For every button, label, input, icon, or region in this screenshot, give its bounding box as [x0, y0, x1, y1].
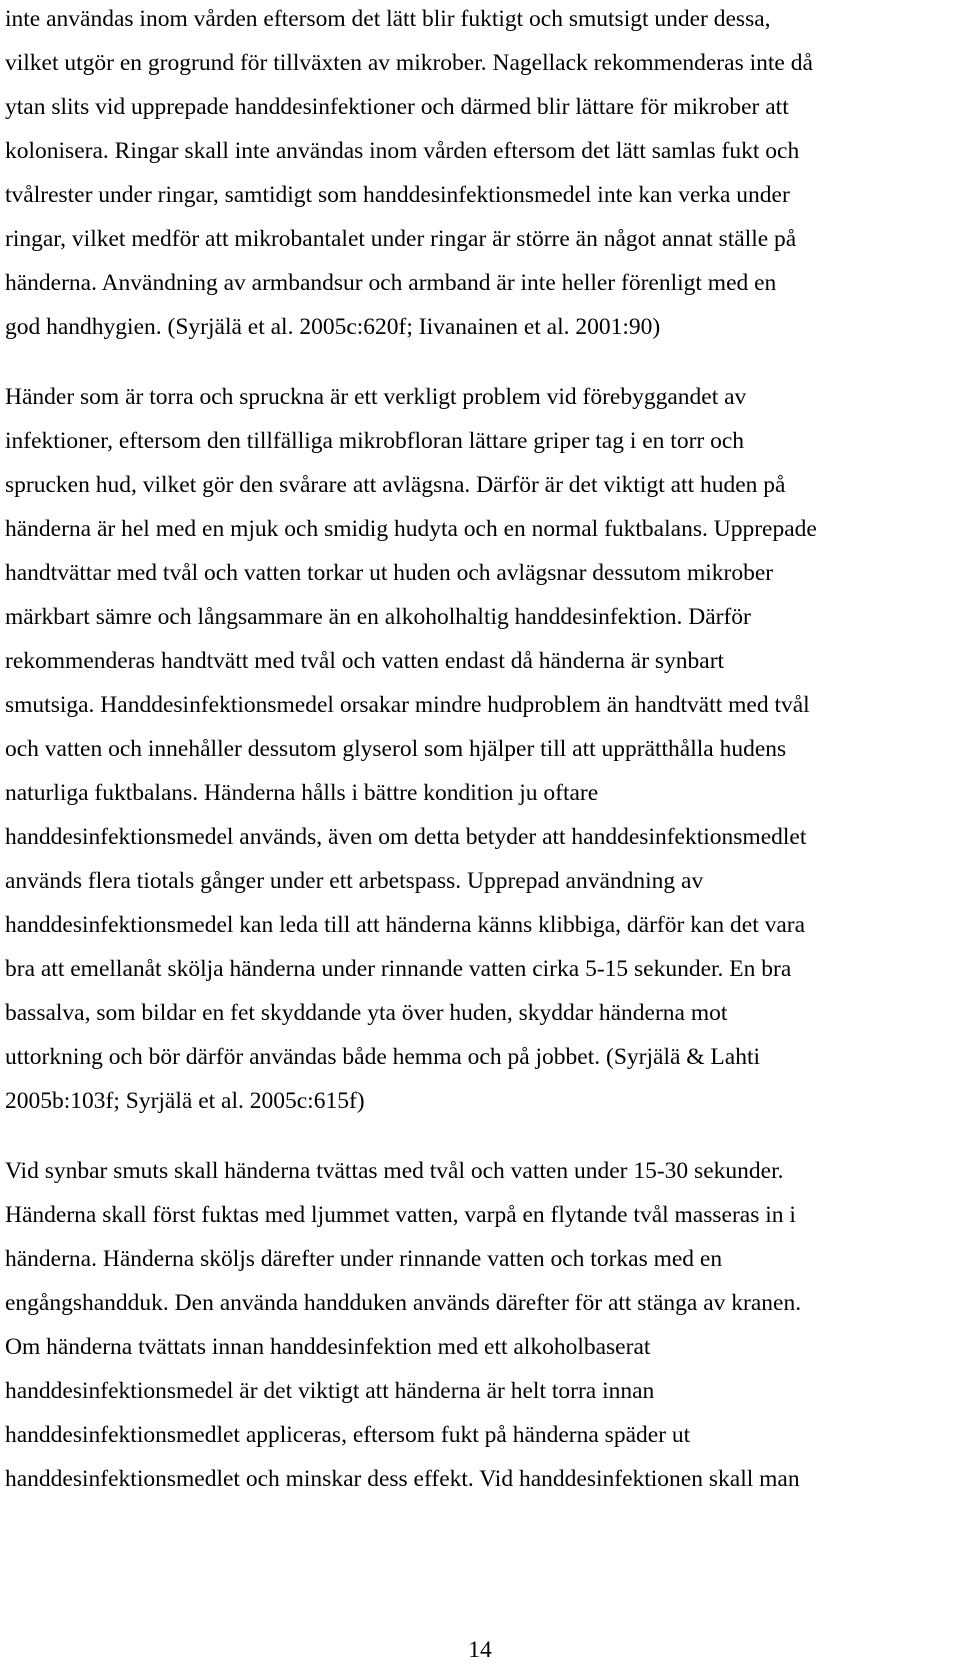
- text-line: vilket utgör en grogrund för tillväxten av mikrober. Nagellack rekommenderas inte då: [5, 50, 813, 76]
- text-line: och vatten och innehåller dessutom glyserol som hjälper till att upprätthålla hudens: [5, 736, 787, 762]
- text-line: naturliga fuktbalans. Händerna hålls i bättre kondition ju oftare: [5, 780, 599, 806]
- text-line: bra att emellanåt skölja händerna under rinnande vatten cirka 5-15 sekunder. En bra: [5, 956, 792, 982]
- text-line: händerna är hel med en mjuk och smidig hudyta och en normal fuktbalans. Upprepade: [5, 516, 817, 542]
- text-line: engångshandduk. Den använda handduken används därefter för att stänga av kranen.: [5, 1290, 802, 1316]
- text-line: handdesinfektionsmedlet och minskar dess effekt. Vid handdesinfektionen skall man: [5, 1466, 800, 1492]
- page-number: 14: [468, 1637, 492, 1663]
- text-line: används flera tiotals gånger under ett arbetspass. Upprepad användning av: [5, 868, 704, 894]
- text-line: handdesinfektionsmedlet appliceras, eftersom fukt på händerna späder ut: [5, 1422, 691, 1448]
- text-line: Om händerna tvättats innan handdesinfektion med ett alkoholbaserat: [5, 1334, 651, 1360]
- text-line: handdesinfektionsmedel är det viktigt att händerna är helt torra innan: [5, 1378, 655, 1404]
- text-line: uttorkning och bör därför användas både hemma och på jobbet. (Syrjälä & Lahti: [5, 1044, 761, 1070]
- text-line: handdesinfektionsmedel används, även om detta betyder att handdesinfektionsmedlet: [5, 824, 807, 850]
- text-line: 2005b:103f; Syrjälä et al. 2005c:615f): [5, 1088, 365, 1114]
- text-line: bassalva, som bildar en fet skyddande yta över huden, skyddar händerna mot: [5, 1000, 728, 1026]
- text-line: Händer som är torra och spruckna är ett verkligt problem vid förebyggandet av: [5, 384, 747, 410]
- text-line: handtvättar med tvål och vatten torkar ut huden och avlägsnar dessutom mikrober: [5, 560, 774, 586]
- text-line: inte användas inom vården eftersom det lätt blir fuktigt och smutsigt under dessa,: [5, 6, 771, 32]
- text-line: ytan slits vid upprepade handdesinfektioner och därmed blir lättare för mikrober att: [5, 94, 789, 120]
- text-line: infektioner, eftersom den tillfälliga mikrobfloran lättare griper tag i en torr och: [5, 428, 745, 454]
- text-line: tvålrester under ringar, samtidigt som handdesinfektionsmedel inte kan verka under: [5, 182, 790, 208]
- text-line: Vid synbar smuts skall händerna tvättas med tvål och vatten under 15-30 sekunder.: [5, 1158, 784, 1184]
- text-line: händerna. Användning av armbandsur och armband är inte heller förenligt med en: [5, 270, 777, 296]
- text-line: god handhygien. (Syrjälä et al. 2005c:620f; Iivanainen et al. 2001:90): [5, 314, 661, 340]
- text-line: Händerna skall först fuktas med ljummet vatten, varpå en flytande tvål masseras in i: [5, 1202, 796, 1228]
- text-line: ringar, vilket medför att mikrobantalet under ringar är större än något annat ställe på: [5, 226, 797, 252]
- text-line: sprucken hud, vilket gör den svårare att avlägsna. Därför är det viktigt att huden på: [5, 472, 786, 498]
- text-line: smutsiga. Handdesinfektionsmedel orsakar mindre hudproblem än handtvätt med tvål: [5, 692, 810, 718]
- text-line: händerna. Händerna sköljs därefter under rinnande vatten och torkas med en: [5, 1246, 723, 1272]
- text-line: kolonisera. Ringar skall inte användas inom vården eftersom det lätt samlas fukt och: [5, 138, 800, 164]
- text-line: märkbart sämre och långsammare än en alkoholhaltig handdesinfektion. Därför: [5, 604, 751, 630]
- text-line: rekommenderas handtvätt med tvål och vatten endast då händerna är synbart: [5, 648, 725, 674]
- text-line: handdesinfektionsmedel kan leda till att händerna känns klibbiga, därför kan det vara: [5, 912, 806, 938]
